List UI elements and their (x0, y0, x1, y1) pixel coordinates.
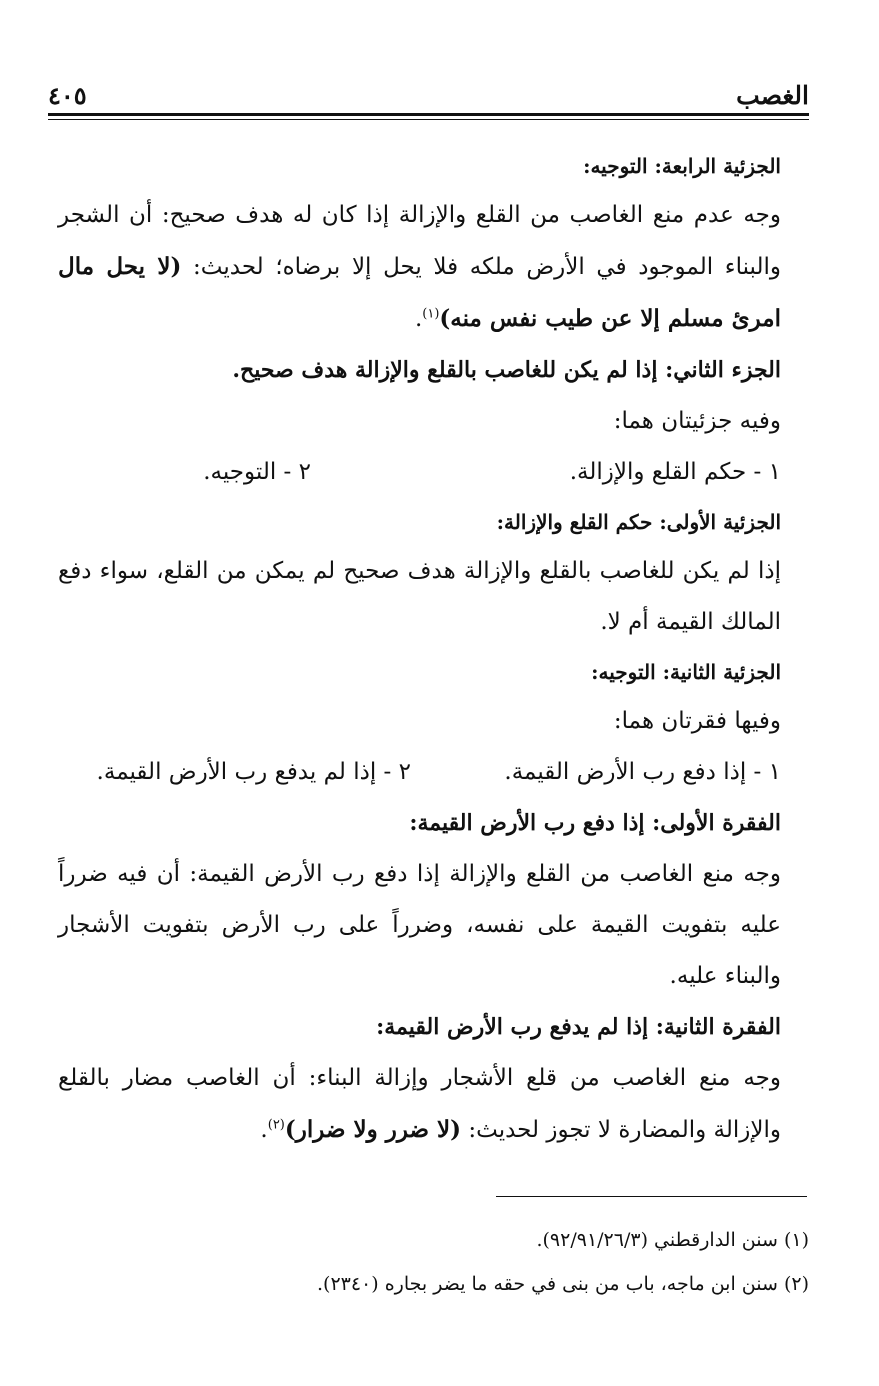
paragraph-text: وجه عدم منع الغاصب من القلع والإزالة إذا كان له هدف صحيح: أن الشجر والبناء الموجود في الأرض ملكه فلا يحل إلا برضاه؛ لحديث: (58, 202, 781, 280)
list-item: ٢ - إذا لم يدفع رب الأرض القيمة. (96, 759, 411, 785)
paragraph: وفيه جزئيتان هما: (613, 408, 781, 434)
hadith-quote: (لا يحل مال امرئ مسلم إلا عن طيب نفس منه) (58, 253, 781, 332)
numbered-list (58, 447, 809, 498)
paragraph-text: وجه منع الغاصب من قلع الأشجار وإزالة البناء: أن الغاصب مضار بالقلع والإزالة والمضارة لا تجوز لحديث: (58, 1065, 781, 1143)
paragraph (58, 190, 809, 345)
page-number: ٤٠٥ (48, 81, 87, 110)
running-title: الغصب (736, 81, 809, 110)
heading-1st-subpart: الجزئية الأولى: حكم القلع والإزالة: (496, 510, 781, 534)
header-rule-thick (48, 113, 809, 116)
list-item: ٢ - التوجيه. (203, 459, 311, 485)
footnotes (58, 1218, 809, 1306)
paragraph-end: . (414, 306, 423, 332)
paragraph: إذا لم يكن للغاصب بالقلع والإزالة هدف صحيح لم يمكن من القلع، سواء دفع المالك القيمة أم لا. (58, 558, 781, 635)
main-text (58, 142, 809, 1156)
heading-2nd-subpart: الجزئية الثانية: التوجيه: (591, 660, 781, 684)
paragraph: وجه منع الغاصب من القلع والإزالة إذا دفع رب الأرض القيمة: أن فيه ضرراً عليه بتفويت القيمة على نفسه، وضرراً على رب الأرض بتفويت الأشجار والبناء عليه. (58, 861, 781, 989)
numbered-list (58, 747, 809, 798)
footnote: (٢) سنن ابن ماجه، باب من بنى في حقه ما يضر بجاره (٢٣٤٠). (316, 1273, 809, 1295)
paragraph (58, 1053, 809, 1156)
footnote: (١) سنن الدارقطني (٩٢/٩١/٢٦/٣). (536, 1229, 809, 1251)
heading-2nd-section: الفقرة الثانية: إذا لم يدفع رب الأرض القيمة: (376, 1014, 781, 1040)
heading-4th-subpart: الجزئية الرابعة: التوجيه: (583, 154, 781, 178)
page-header (48, 70, 809, 110)
footnote-ref: (٢) (267, 1117, 285, 1133)
footnote-ref: (١) (422, 306, 440, 322)
heading-1st-section: الفقرة الأولى: إذا دفع رب الأرض القيمة: (409, 810, 781, 836)
list-item: ١ - حكم القلع والإزالة. (569, 459, 781, 485)
heading-part-two: الجزء الثاني: إذا لم يكن للغاصب بالقلع والإزالة هدف صحيح. (232, 357, 781, 383)
header-rule-thin (48, 119, 809, 120)
paragraph: وفيها فقرتان هما: (613, 708, 781, 734)
footnote-separator (496, 1196, 807, 1197)
paragraph-end: . (260, 1117, 268, 1143)
list-item: ١ - إذا دفع رب الأرض القيمة. (504, 759, 781, 785)
hadith-quote: (لا ضرر ولا ضرار) (284, 1116, 462, 1143)
